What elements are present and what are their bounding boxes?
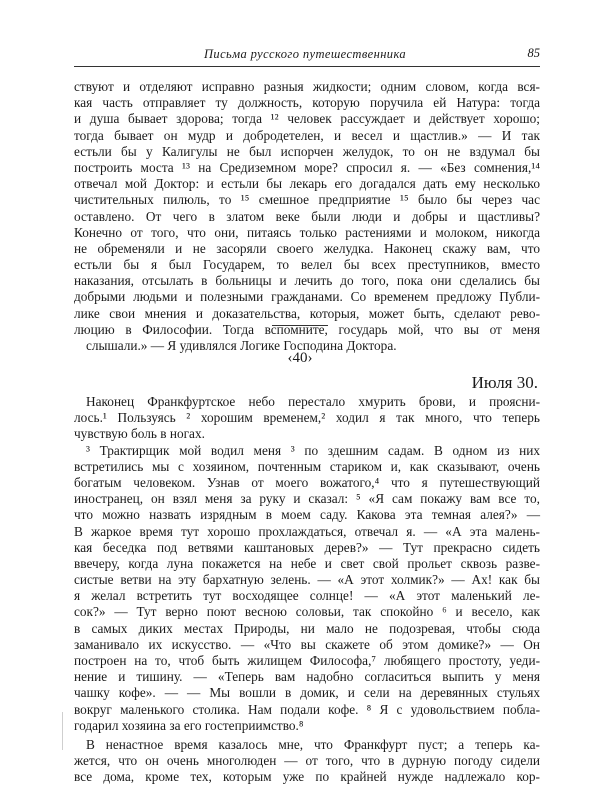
- letter-date: Июля 30.: [471, 373, 538, 392]
- text-line: Конечно от того, что они, питаясь только растениями и молоком, никогда: [74, 224, 540, 240]
- text-line: вокруг маленького столика. Нам подали кофе. ⁸ Я с удовольствием побла-: [74, 701, 540, 717]
- text-line: и душа бывает здорова; тогда ¹² человек рассуждает и действует хорошо;: [74, 111, 540, 127]
- text-line: оставлено. От чего в златом веке были люди и добры и щастливы?: [74, 208, 540, 224]
- text-line: наказания, отсылать в больницы и лечить до того, пока они сделались бы: [74, 273, 540, 289]
- text-line: я желал встретить тут восходящее солнце! — «А этот маленький ле-: [74, 588, 540, 604]
- text-line: люцию в Философии. Тогда вспомните, государь мой, что вы от меня: [74, 321, 540, 337]
- margin-mark: [62, 712, 63, 750]
- paragraph-doctor-dialogue: [74, 79, 540, 354]
- text-line: заманивало их искусство. — «Что вы скажете об этом домике?» — Он: [74, 636, 540, 652]
- text-line: сок?» — Тут верно поют весною соловьи, так спокойно ⁶ и весело, как: [74, 604, 540, 620]
- text-line: добрыми людьми и полезными гражданами. Со временем предложу Публи-: [74, 289, 540, 305]
- text-line: жется, что он очень многолюден — от того, что в дурную погоду сидели: [74, 753, 540, 769]
- text-line: ³ Трактирщик мой водил меня ³ по здешним садам. В одном из них: [86, 442, 540, 458]
- text-line: естьли бы я был Государем, то велел бы всех преступников, вместо: [74, 257, 540, 273]
- page-number: 85: [527, 46, 540, 60]
- text-line: не обременяли и не засоряли своего желудка. Наконец скажу вам, что: [74, 240, 540, 256]
- text-line: ствуют и отделяют исправно разныя жидкости; одним словом, когда вся-: [74, 79, 540, 94]
- text-line: что можно назвать изрядным в моем саду. Какова эта темная алея?» —: [74, 507, 540, 523]
- text-line: слышали.» — Я удивлялся Логике Господина Доктора.: [86, 338, 397, 353]
- text-line: естьли бы у Калигулы не был испорчен желудок, то он не вздумал бы: [74, 143, 540, 159]
- text-line: чистительных пилюль, то ¹⁵ смешное предприятие ¹⁵ было бы через час: [74, 192, 540, 208]
- text-line: систые ветви на эту бархатную зелень. — «А этот холмик?» — Ах! как бы: [74, 572, 540, 588]
- paragraph-frankfurt-garden: [74, 394, 540, 786]
- text-line: годарил хозяина за его гостеприимство.⁸: [74, 717, 304, 733]
- running-title: Письма русского путешественника: [204, 47, 407, 61]
- text-line: построить моста ¹³ на Средиземном море? спросил я. — «Без сомнения,¹⁴: [74, 159, 540, 175]
- text-line: все дома, кроме тех, которым уже по крайней нужде надлежало кор-: [74, 769, 540, 785]
- text-line: Наконец Франкфуртское небо перестало хмурить брови, и проясни-: [86, 394, 540, 409]
- text-line: кая часть отправляет ту должность, которую поручила ей Натура: тогда: [74, 95, 540, 111]
- text-line: нение и тишину. — «Теперь вам надобно согласиться выпить у меня: [74, 669, 540, 685]
- text-line: отвечал мой Доктор: и естьли бы лекарь его догадался дать ему несколько: [74, 176, 540, 192]
- letter-number: ‹40›: [287, 350, 313, 366]
- text-line: тогда бывает он мудр и добродетелен, и весел и щастлив.» — И так: [74, 127, 540, 143]
- text-line: встретились мы с хозяином, почтенным стариком и, как сказывают, очень: [74, 458, 540, 474]
- text-line: В ненастное время казалось мне, что Франкфурт пуст; а теперь ка-: [86, 736, 540, 752]
- text-line: В жаркое время тут хорошо прохлаждаться, отвечал я. — «А эта малень-: [74, 523, 540, 539]
- text-line: в самых диких местах Природы, ни мало не подозревая, чтобы сюда: [74, 620, 540, 636]
- text-line: иностранец, он взял меня за руку и сказал: ⁵ «Я сам покажу вам все то,: [74, 491, 540, 507]
- text-line: чувствую боль в ногах.: [74, 426, 205, 442]
- section-divider: [272, 325, 328, 326]
- text-line: чашку кофе». — — Мы вошли в домик, и сели на деревянных стульях: [74, 685, 540, 701]
- text-line: построен на то, чтоб быть жилищем Философа,⁷ любящего простоту, уеди-: [74, 653, 540, 668]
- running-head: [74, 44, 540, 67]
- text-line: кая беседка под ветвями каштановых дерев?» — Тут прекрасно сидеть: [74, 539, 540, 555]
- text-line: ввечеру, когда луна покажется на небе и свет свой прольет сквозь разве-: [74, 555, 540, 571]
- text-line: лике свои мнения и доказательства, которыя, может быть, сделают рево-: [74, 305, 540, 321]
- text-line: лось.¹ Пользуясь ² хорошим временем,² ходил я так много, что теперь: [74, 410, 540, 426]
- text-line: богатым человеком. Узнав от моего вожатого,⁴ что я путешествующий: [74, 474, 540, 490]
